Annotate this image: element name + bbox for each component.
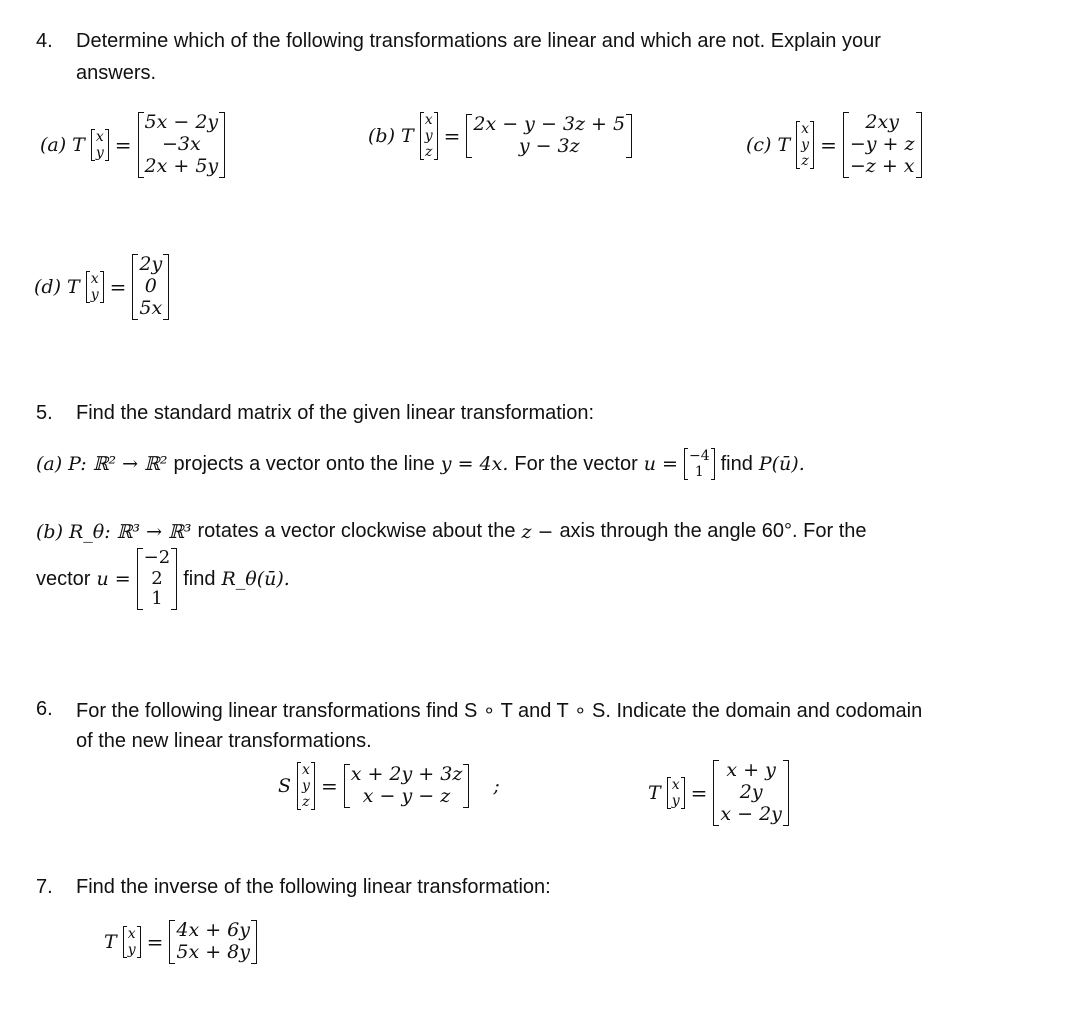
q7-number: 7.	[36, 876, 53, 898]
q6-S-input-vector	[297, 762, 315, 810]
q4b-out-1: y − 3z	[518, 135, 580, 158]
q4c-label: (c)	[746, 133, 772, 156]
q6-T-out-0: x + y	[726, 759, 776, 781]
q4a-out-1: −3x	[161, 132, 201, 155]
q4-text-line2: answers.	[76, 62, 157, 84]
q6-S-equation: S x y z = x + 2y + 3z x − y − z ;	[278, 762, 500, 811]
q6-S-in-1: y	[302, 778, 310, 795]
q4a-in-1: y	[95, 144, 104, 161]
q4d-in-0: x	[90, 270, 99, 287]
q5b-u: u =	[96, 568, 131, 591]
q5a-line	[36, 448, 805, 480]
q5a-vec-1: 1	[694, 464, 704, 481]
q4b-label: (b)	[368, 125, 395, 148]
q7-equation: T x y = 4x + 6y 5x + 8y	[104, 920, 257, 964]
q5a-map: P: ℝ² → ℝ²	[68, 453, 168, 476]
q5a-label: (a)	[36, 453, 63, 476]
q4a-out-0: 5x − 2y	[144, 111, 219, 133]
q7-in-0: x	[127, 925, 136, 942]
q7-out-1: 5x + 8y	[176, 940, 250, 963]
q4d-equation: (d) T x y = 2y 0 5x	[34, 254, 169, 320]
q4d-out-1: 0	[144, 274, 157, 297]
q5a-vec-0: −4	[688, 448, 710, 464]
q6-text-line2: of the new linear transformations.	[76, 730, 372, 752]
q4-text-line1: Determine which of the following transformations are linear and which are not. Explain your	[76, 30, 881, 52]
q4c-out-0: 2xy	[865, 111, 899, 133]
q4c-out-2: −z + x	[849, 154, 915, 177]
q5a-result: P(ū).	[758, 453, 805, 476]
q4b-equation: (b) T x y z = 2x − y − 3z + 5 y − 3z	[368, 112, 632, 160]
q5a-text: projects a vector onto the line	[173, 452, 435, 475]
q4c-T: T	[777, 133, 791, 156]
q6-S-output-vector	[344, 764, 470, 808]
q6-S-out-0: x + 2y + 3z	[350, 763, 463, 786]
q4b-in-2: z	[424, 144, 433, 161]
q4a-input-vector	[91, 129, 109, 161]
q7-output-vector	[169, 920, 257, 964]
q5a-vector	[684, 448, 715, 480]
q4c-equation: (c) T x y z = 2xy −y + z −z + x	[746, 112, 922, 178]
q4b-in-1: y	[424, 128, 433, 145]
q4b-T: T	[401, 125, 414, 148]
q5b-label: (b)	[36, 520, 63, 543]
q6-S-out-1: x − y − z	[362, 785, 451, 808]
q5b-axis: z −	[521, 520, 554, 543]
q5b-line	[36, 520, 867, 543]
q5b-find: find	[183, 567, 216, 590]
q4a-label: (a)	[40, 133, 67, 156]
q4a-T: T	[72, 133, 85, 156]
q4a-output-vector	[138, 112, 226, 178]
q5b-text2: axis through the angle 60°. For the	[559, 520, 867, 542]
q4c-in-0: x	[801, 120, 810, 137]
q6-number: 6.	[36, 698, 53, 720]
q5b-text: rotates a vector clockwise about the	[197, 520, 516, 542]
q6-T-name: T	[648, 781, 661, 804]
q4c-out-1: −y + z	[849, 132, 915, 155]
q4a-out-2: 2x + 5y	[144, 154, 219, 177]
q5a-find: find	[720, 452, 753, 475]
q7-out-0: 4x + 6y	[176, 919, 250, 941]
q5b-map: R_θ: ℝ³ → ℝ³	[69, 520, 192, 543]
q5b-vector	[137, 548, 178, 610]
q4b-in-0: x	[424, 112, 433, 128]
q6-S-name: S	[278, 775, 292, 798]
q5b-vector-line	[36, 548, 290, 610]
q4b-output-vector	[466, 114, 632, 158]
q6-T-in-0: x	[671, 776, 680, 793]
q6-S-in-0: x	[302, 762, 310, 778]
q4a-equation: (a) T x y = 5x − 2y −3x 2x + 5y	[40, 112, 225, 178]
q6-T-input-vector	[667, 777, 685, 809]
q5a-u: u =	[643, 453, 678, 476]
q6-S-in-2: z	[302, 794, 310, 811]
q5b-vec-2: 1	[151, 588, 163, 610]
q5a-text2: For the vector	[514, 452, 638, 475]
q4a-in-0: x	[95, 128, 104, 145]
q4d-input-vector	[86, 271, 104, 303]
q4b-input-vector	[420, 112, 438, 160]
q6-T-equation: T x y = x + y 2y x − 2y	[648, 760, 789, 826]
q7-in-1: y	[127, 941, 136, 958]
q6-T-out-1: 2y	[739, 780, 763, 803]
q5-intro: Find the standard matrix of the given linear transformation:	[76, 402, 595, 424]
q7-T-name: T	[104, 930, 117, 953]
q4c-output-vector	[843, 112, 922, 178]
q5b-vec-1: 2	[151, 567, 163, 589]
q6-T-out-2: x − 2y	[720, 802, 782, 825]
q4d-out-0: 2y	[139, 253, 163, 275]
q4d-output-vector	[132, 254, 169, 320]
q5-number: 5.	[36, 402, 53, 424]
q4d-out-2: 5x	[139, 296, 163, 319]
q4c-in-1: y	[801, 136, 810, 153]
q6-text-line1: For the following linear transformations find S ∘ T and T ∘ S. Indicate the domain and codomain	[76, 700, 923, 722]
q4c-input-vector	[796, 121, 814, 169]
q4c-in-2: z	[801, 152, 809, 169]
q4d-label: (d)	[34, 275, 61, 298]
q4-number: 4.	[36, 30, 53, 52]
q6-T-in-1: y	[671, 792, 680, 809]
q5b-result: R_θ(ū).	[221, 568, 290, 591]
q5b-vec-0: −2	[143, 547, 171, 568]
q5b-vector-label: vector	[36, 567, 91, 590]
q7-text: Find the inverse of the following linear transformation:	[76, 876, 551, 898]
q6-separator: ;	[493, 775, 500, 798]
q5a-line-eq: y = 4x.	[440, 453, 509, 476]
q4d-T: T	[67, 275, 80, 298]
q4d-in-1: y	[90, 286, 99, 303]
q7-input-vector	[123, 926, 141, 958]
q6-T-output-vector	[713, 760, 789, 826]
q4b-out-0: 2x − y − 3z + 5	[473, 113, 626, 136]
